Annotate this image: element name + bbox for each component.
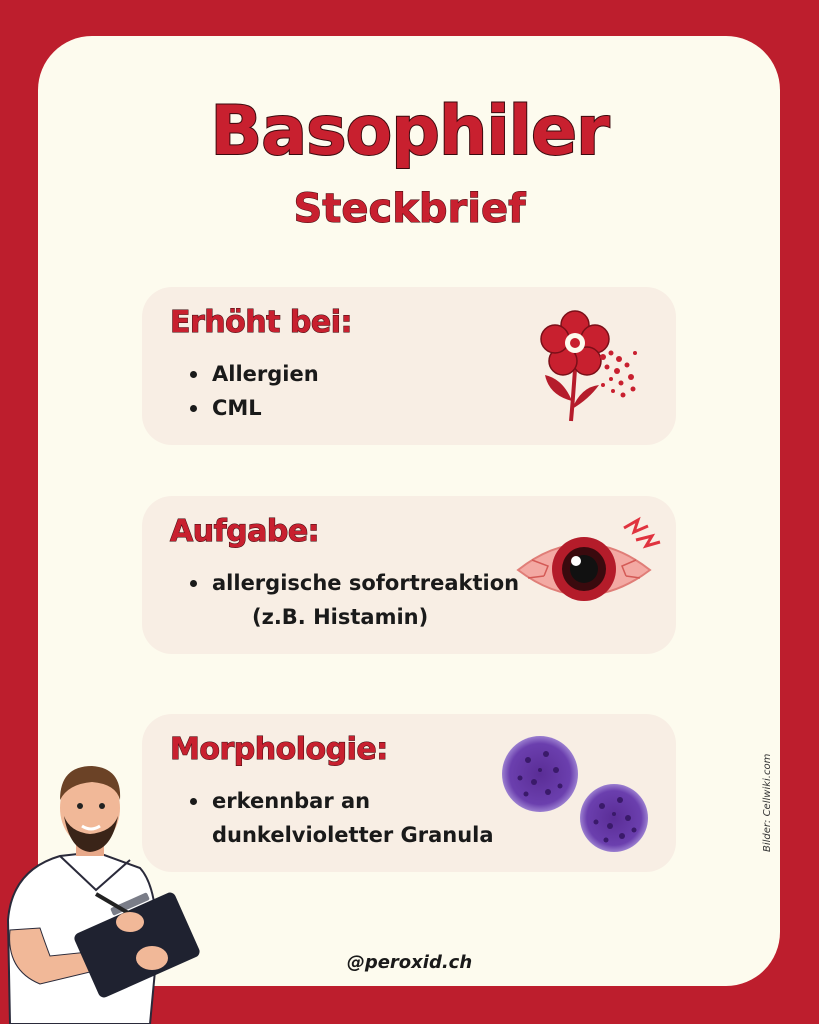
bullet-list [190, 357, 319, 425]
list-item-continuation: (z.B. Histamin) [252, 605, 429, 629]
list-item: Allergien [190, 357, 319, 391]
irritated-eye-icon [514, 516, 664, 616]
page-title: Basophiler [210, 92, 609, 171]
section-morphologie [142, 714, 676, 872]
section-heading: Morphologie: [170, 732, 388, 767]
section-erhoeht [142, 287, 676, 445]
section-heading: Aufgabe: [170, 514, 320, 549]
list-item-continuation: dunkelvioletter Granula [212, 823, 494, 847]
list-item [190, 566, 519, 634]
section-aufgabe [142, 496, 676, 654]
pharmacist-illustration [0, 760, 200, 1024]
flower-pollen-icon [537, 309, 647, 427]
list-item-text: erkennbar an [212, 789, 371, 813]
list-item: CML [190, 391, 319, 425]
image-credit: Bilder: Cellwiki.com [762, 753, 773, 852]
section-heading: Erhöht bei: [170, 305, 352, 340]
page-subtitle: Steckbrief [293, 186, 526, 232]
list-item-text: allergische sofortreaktion [212, 571, 520, 595]
bullet-list [190, 566, 519, 634]
account-handle: @peroxid.ch [346, 952, 473, 973]
list-item [190, 784, 494, 852]
basophil-cells-icon [498, 730, 658, 860]
bullet-list [190, 784, 494, 852]
